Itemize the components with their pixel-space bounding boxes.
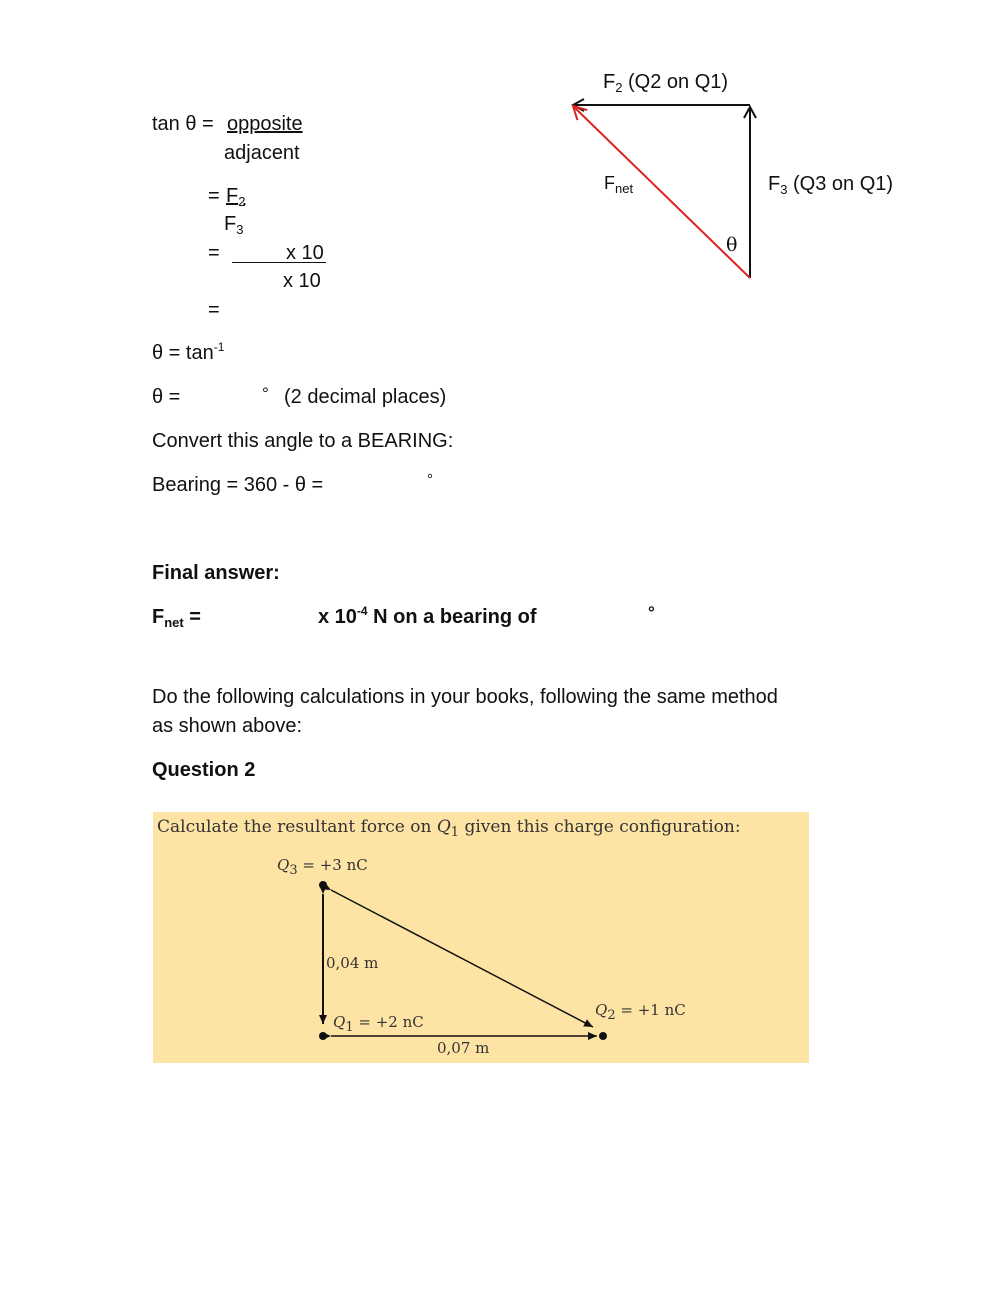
final-answer-heading: Final answer: bbox=[152, 562, 280, 584]
theta-inverse-tan: $\theta = \tan^{-1}$ bbox=[152, 340, 225, 364]
fnet-label: $F_{net}$ = bbox=[152, 606, 201, 630]
theta-degree-sign: ° bbox=[262, 384, 269, 403]
fnet-vector-arrow bbox=[573, 106, 750, 278]
denominator-x10: x 10 bbox=[283, 270, 321, 292]
q1-charge-label: $Q_1 = +2$ nC bbox=[333, 1013, 424, 1035]
force-vector-diagram bbox=[560, 60, 905, 290]
bearing-formula: Bearing = 360 - θ = bbox=[152, 474, 324, 496]
q3-charge-dot bbox=[319, 881, 327, 889]
f3-vector-label: $F_3$ (Q3 on Q1) bbox=[768, 173, 894, 197]
convert-bearing-text: Convert this angle to a BEARING: bbox=[152, 430, 454, 452]
q2-charge-label: $Q_2 = +1$ nC bbox=[595, 1001, 686, 1023]
instruction-line-2: as shown above: bbox=[152, 715, 303, 737]
numerator-x10: x 10 bbox=[286, 242, 324, 264]
decimal-places-note: (2 decimal places) bbox=[284, 386, 447, 408]
vertical-distance-label: 0,04 m bbox=[326, 954, 379, 972]
f2-vector-label: $F_2$ (Q2 on Q1) bbox=[603, 71, 729, 95]
horizontal-distance-label: 0,07 m bbox=[437, 1039, 490, 1057]
fnet-magnitude-unit: x $10^{-4}$ N on a bearing of bbox=[318, 604, 537, 628]
bearing-degree-sign: ° bbox=[427, 471, 433, 488]
f3-fraction-bottom: $F_3$ bbox=[224, 213, 244, 237]
q1-charge-dot bbox=[319, 1032, 327, 1040]
question-2-heading: Question 2 bbox=[152, 759, 256, 781]
f2-fraction-top: $F_2$ bbox=[226, 185, 246, 209]
question-2-prompt: Calculate the resultant force on $Q_1$ given this charge configuration: bbox=[157, 817, 741, 840]
theta-equals: θ = bbox=[152, 386, 181, 408]
equals-2: = bbox=[208, 242, 220, 264]
final-degree-sign: ° bbox=[648, 603, 655, 622]
q3-charge-label: $Q_3 = +3$ nC bbox=[277, 856, 368, 878]
equals-1: = bbox=[208, 185, 220, 207]
equals-3: = bbox=[208, 299, 220, 321]
tan-theta-label: tan θ = bbox=[152, 113, 214, 135]
charge-configuration-svg bbox=[153, 812, 809, 1063]
opposite-label: opposite bbox=[227, 113, 303, 135]
fnet-vector-label: $F_{net}$ bbox=[604, 173, 634, 196]
q2-charge-dot bbox=[599, 1032, 607, 1040]
adjacent-label: adjacent bbox=[224, 142, 300, 164]
theta-angle-label: θ bbox=[726, 234, 738, 256]
question-2-figure bbox=[153, 812, 809, 1063]
instruction-line-1: Do the following calculations in your books, following the same method bbox=[152, 686, 778, 708]
